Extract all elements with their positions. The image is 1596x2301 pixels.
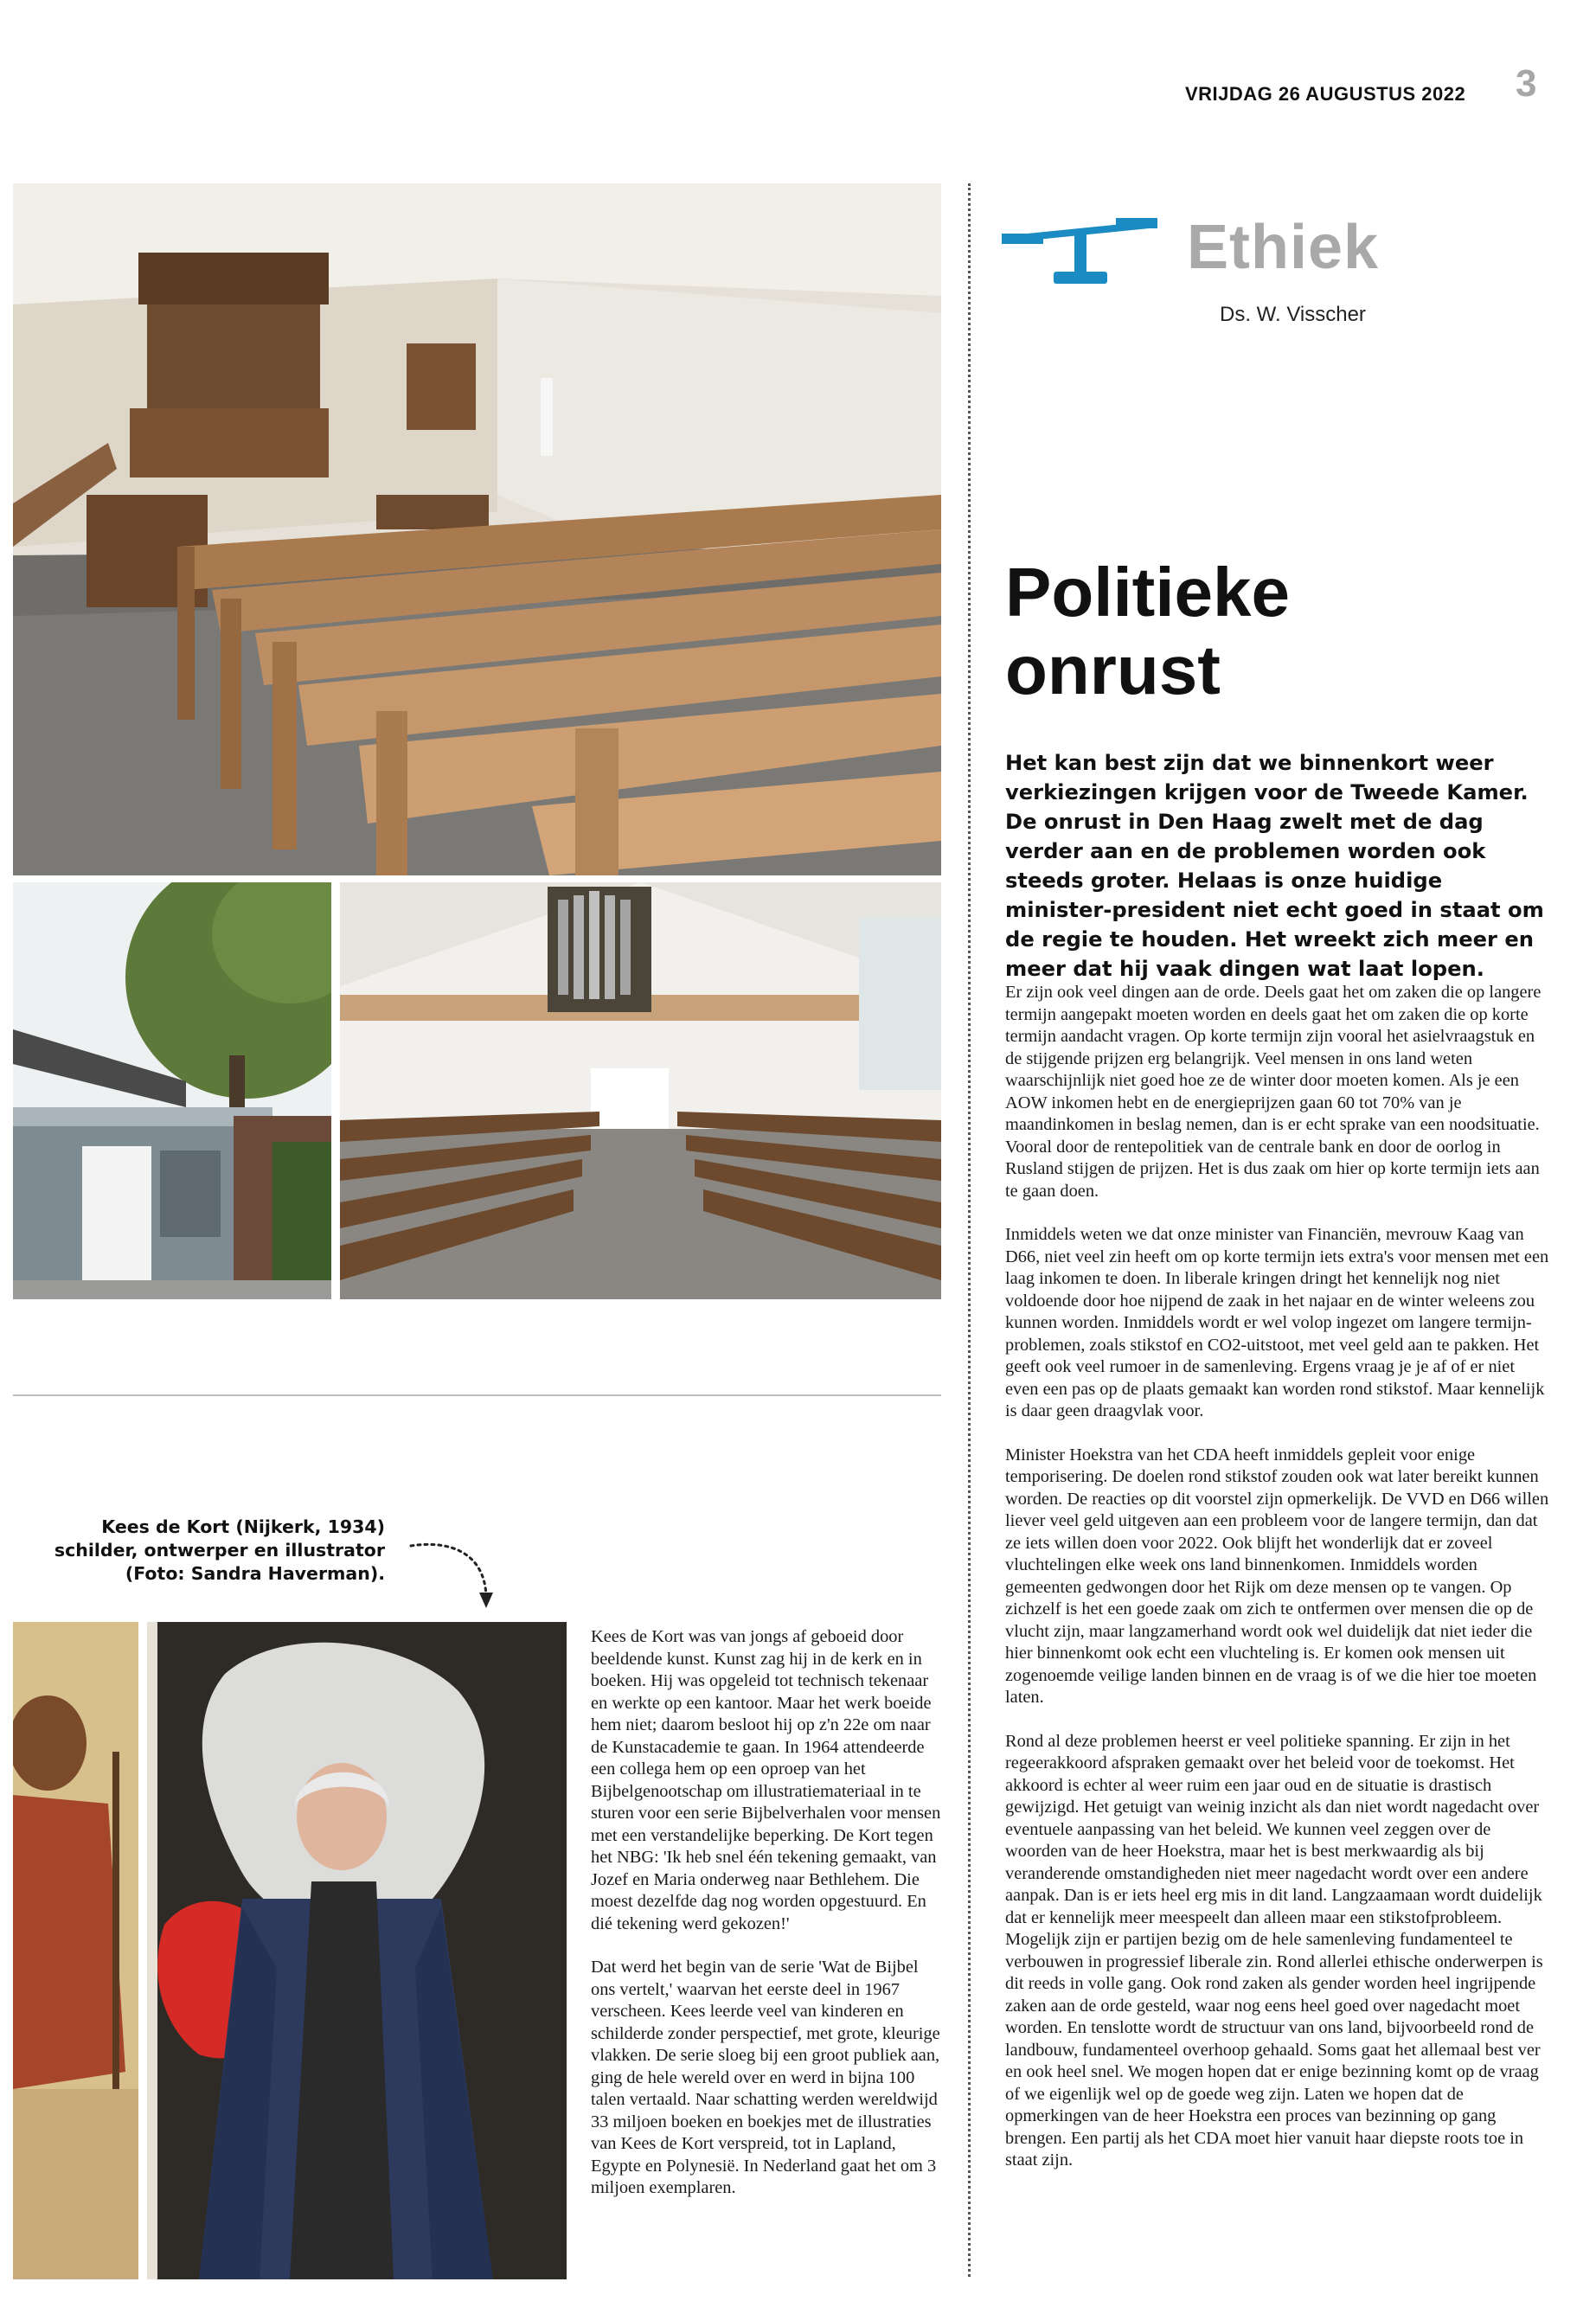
church-interior-organ-photo	[340, 882, 941, 1299]
church-interior-pulpit-photo	[13, 183, 941, 875]
article-paragraph: Rond al deze problemen heerst er veel politieke spanning. Er zijn in het regeerakkoord afspraken gemaakt over het beleid voor de toekomst. Het akkoord is echter al weer ruim een jaar oud en de situatie is drastisch gewijzigd. Het getuigt van weinig inzicht als dan niet wordt nagedacht over eventuele aanpassing van het beleid. We kunnen veel zeggen over de woorden van de heer Hoekstra, maar het is best merkwaardig als bij veranderende omstandigheden niet meer nagedacht wordt over een andere aanpak. Dan is er iets heel erg mis in dit land. Langzaamaan wordt duidelijk dat er kennelijk meer meespeelt dan alleen maar een stikstofprobleem. Mogelijk zijn er partijen bezig om de hele samenleving fundamenteel te verbouwen in progressief liberale zin. Rond allerlei ethische onderwerpen is dit reeds in volle gang. Ook rond zaken als gender worden heel ingrijpende zaken aan de orde gesteld, waar nog eens heel goed over nagedacht moet worden. En tenslotte wordt de structuur van ons land, bijvoorbeeld rond de landbouw, fundamenteel overhoop gehaald. Soms gaat het allemaal best ver en ook heel snel. We mogen hopen dat er enige bezinning komt op de vraag of we eigenlijk wel op de goede weg zijn. Laten we hopen dat de opmerkingen van de heer Hoekstra een proces van bezinning op gang brengen. Een partij als het CDA moet hier vanuit haar diepste roots toe in staat zijn.	[1005, 1731, 1543, 2170]
article-paragraph: Er zijn ook veel dingen aan de orde. Deels gaat het om zaken die op langere termijn aangepakt moeten worden en deels gaat het om zaken die op korte termijn aandacht vragen. Op korte termijn zijn vooral het asielvraagstuk en de stijgende prijzen erg belangrijk. Veel mensen in ons land weten waarschijnlijk niet goed hoe ze de winter door moeten komen. Als je een AOW inkomen hebt en de energieprijzen gaan 60 tot 70% van je maandinkomen in beslag nemen, dan is er echt sprake van een noodsituatie. Vooral door de rentepolitiek van de centrale bank en door de oorlog in Rusland stijgen de prijzen. Het is dus zaak om hier op korte termijn iets aan te gaan doen.	[1005, 983, 1542, 1201]
caption-line-1: Kees de Kort (Nijkerk, 1934)	[101, 1516, 385, 1537]
article-body	[1005, 982, 1550, 2194]
issue-date: VRIJDAG 26 AUGUSTUS 2022	[1185, 83, 1466, 105]
page-number: 3	[1516, 62, 1537, 105]
bio-text	[591, 1626, 941, 2221]
painting-detail-photo	[13, 1622, 138, 2279]
column-divider	[968, 183, 971, 2277]
caption-line-2: schilder, ontwerper en illustrator	[54, 1540, 385, 1561]
bio-paragraph: Dat werd het begin van de serie 'Wat de Bijbel ons vertelt,' waarvan het eerste deel in 1967 verscheen. Kees leerde veel van kinderen en schilderde zonder perspectief, met grote, kleurige vlakken. De serie sloeg bij een groot publiek aan, ging de hele wereld over en werd in bijna 100 talen vertaald. Naar schatting werden wereldwijd 33 miljoen boeken en boekjes met de illustraties van Kees de Kort verspreid, tot in Lapland, Egypte en Polynesië. In Nederland gaat het om 3 miljoen exemplaren.	[591, 1958, 940, 2197]
scales-icon	[1002, 215, 1157, 292]
headline-line-2: onrust	[1005, 631, 1221, 708]
article-paragraph: Inmiddels weten we dat onze minister van Financiën, mevrouw Kaag van D66, niet veel zin heeft om op korte termijn iets extra's voor mensen met een laag inkomen te doen. In liberale kringen dringt het kennelijk nog niet voldoende door hoe nijpend de zaak in het najaar en de winter weleens zou kunnen worden. Inmiddels wordt er wel volop ingezet om langere termijn-problemen, zoals stikstof en CO2-uitstoot, met veel geld aan te pakken. Het geeft ook veel rumoer in de samenleving. Ergens vraag je je af of er niet even een pas op de plaats gemaakt kan worden rond stikstof. Maar kennelijk is daar geen draagvlak voor.	[1005, 1225, 1549, 1420]
author-byline: Ds. W. Visscher	[1220, 303, 1366, 326]
photo-caption	[35, 1516, 385, 1586]
caption-line-3: (Foto: Sandra Haverman).	[125, 1563, 385, 1584]
headline-line-1: Politieke	[1005, 554, 1291, 631]
article-paragraph: Minister Hoekstra van het CDA heeft inmiddels gepleit voor enige temporisering. De doelen rond stikstof zouden ook wat later bereikt kunnen worden. De reacties op dit voorstel zijn opmerkelijk. De VVD en D66 willen liever veel geld uitgeven aan een probleem voor de langere termijn, dan dat ze iets willen doen voor 2022. Ook blijft het wonderlijk dat er zoveel vluchtelingen elke week ons land binnenkomen. Inmiddels worden gemeenten gedwongen door het Rijk om deze mensen op te vangen. Op zichzelf is het een goede zaak om zich te ontfermen over mensen die op de vlucht zijn, maar langzamerhand wordt ook wel duidelijk dat niet ieder die hier binnenkomt ook echt een vluchteling is. Er komen ook mensen uit zogenoemde veilige landen binnen en de vraag is of we die hier toe moeten laten.	[1005, 1445, 1549, 1707]
section-title: Ethiek	[1187, 213, 1380, 282]
bio-paragraph: Kees de Kort was van jongs af geboeid door beeldende kunst. Kunst zag hij in de kerk en in boeken. Hij was opgeleid tot technisch tekenaar en werkte op een kantoor. Maar het werk boeide hem niet; daarom besloot hij op z'n 22e om naar de Kunstacademie te gaan. In 1964 attendeerde een collega hem op een oproep van het Bijbelgenootschap om illustratiemateriaal in te sturen voor een serie Bijbelverhalen voor mensen met een verstandelijke beperking. De Kort tegen het NBG: 'Ik heb snel één tekening gemaakt, van Jozef en Maria onderweg naar Bethlehem. Die moest dezelfde dag nog worden opgestuurd. En dié tekening werd gekozen!'	[591, 1627, 941, 1933]
caption-arrow-icon	[407, 1535, 502, 1613]
article-lead: Het kan best zijn dat we binnenkort weer verkiezingen krijgen voor de Tweede Kamer. De onrust in Den Haag zwelt met de dag verder aan en de problemen worden ook steeds groter. Helaas is onze huidige minister-president niet echt goed in staat om de regie te houden. Het wreekt zich meer en meer dat hij vaak dingen wat laat lopen.	[1005, 751, 1544, 981]
article-headline	[1005, 554, 1524, 709]
church-exterior-photo	[13, 882, 331, 1299]
left-column-divider	[13, 1394, 941, 1396]
kees-de-kort-portrait-photo	[147, 1622, 567, 2279]
